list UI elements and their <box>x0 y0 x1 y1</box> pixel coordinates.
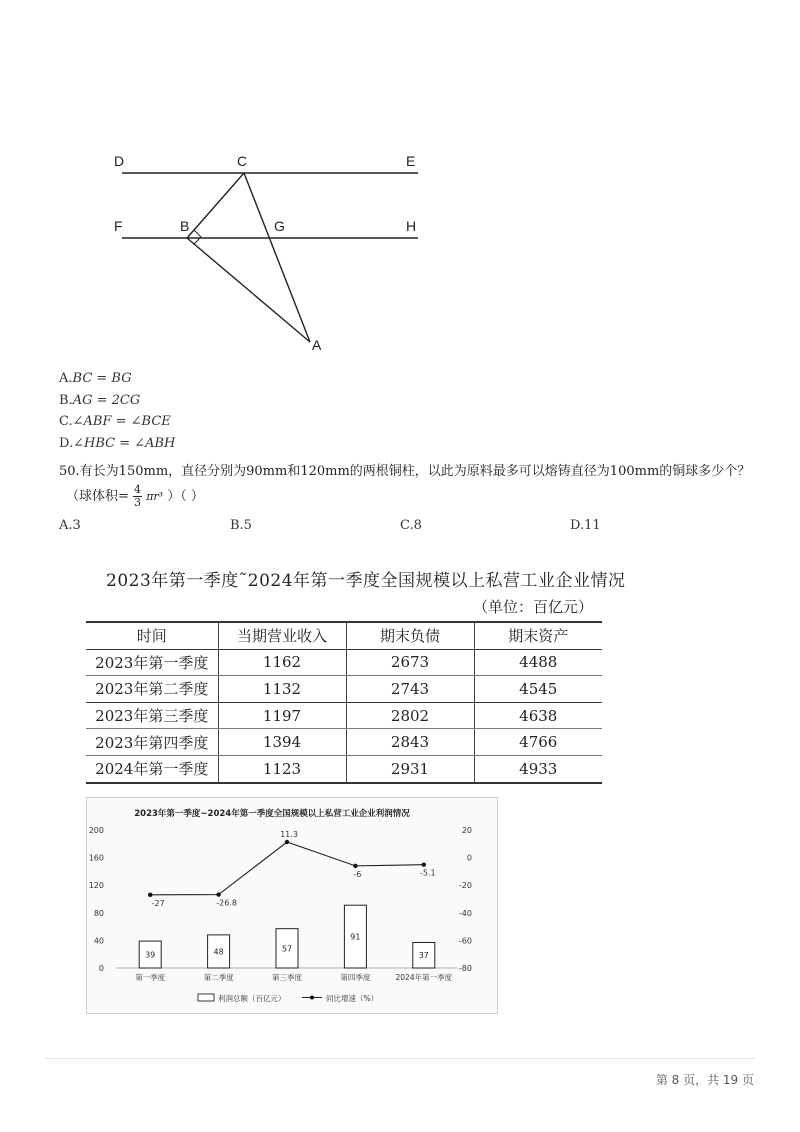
choice-c: C.8 <box>400 518 422 533</box>
y-right-tick-label: -60 <box>458 936 472 946</box>
bar-value-label: 48 <box>213 947 224 957</box>
legend-line-label: 同比增速（%） <box>326 994 379 1003</box>
bar-value-label: 57 <box>281 944 293 954</box>
bar-value-label: 37 <box>418 951 429 961</box>
table-cell: 2802 <box>346 702 474 729</box>
bar-value-label: 91 <box>350 932 361 942</box>
growth-point <box>422 862 426 866</box>
y-left-tick-label: 160 <box>88 853 104 863</box>
table-unit: （单位：百亿元） <box>473 598 594 616</box>
legend-bar-swatch <box>198 994 214 1001</box>
option-d: D.∠HBC = ∠ABH <box>59 436 176 451</box>
growth-point <box>353 864 357 868</box>
data-table <box>86 621 602 784</box>
legend-bar-label: 利润总额（百亿元） <box>218 994 286 1003</box>
segment-BA <box>187 238 310 342</box>
header-liabilities: 期末负债 <box>346 622 474 649</box>
x-tick-label: 第三季度 <box>272 973 302 982</box>
y-left-tick-label: 200 <box>88 826 104 835</box>
table-row <box>86 702 602 729</box>
y-right-tick-label: -80 <box>458 964 472 973</box>
legend-line-marker <box>310 996 314 1000</box>
table-cell: 2673 <box>346 649 474 676</box>
label-E: E <box>406 153 416 169</box>
table-cell: 2843 <box>346 729 474 756</box>
table-title: 2023年第一季度˜2024年第一季度全国规模以上私营工业企业情况 <box>106 571 626 591</box>
choice-d: D.11 <box>570 518 601 533</box>
table-cell: 4488 <box>474 649 602 676</box>
question-50-text: 50.有长为150mm，直径分别为90mm和120mm的两根铜柱，以此为原料最多可以熔铸直径为100mm的铜球多少个？ <box>59 464 751 479</box>
x-tick-label: 2024年第一季度 <box>395 973 453 982</box>
growth-point <box>148 893 152 897</box>
right-angle-mark <box>194 230 201 244</box>
table-cell: 1132 <box>218 676 346 703</box>
table-header-row <box>86 622 602 649</box>
y-right-tick-label: -20 <box>458 881 472 891</box>
table-cell: 4545 <box>474 676 602 703</box>
option-b: B.AG = 2CG <box>59 393 141 408</box>
table-cell: 1162 <box>218 649 346 676</box>
growth-line <box>150 842 424 895</box>
option-a: A.BC = BG <box>59 371 132 386</box>
question-50-formula: （球体积= $\frac{4}{3}$ πr³ ）（ ） <box>66 483 204 509</box>
table-cell: 2023年第一季度 <box>86 649 218 676</box>
y-right-tick-label: 20 <box>461 826 472 835</box>
x-tick-label: 第一季度 <box>135 973 166 982</box>
geometry-figure <box>100 145 440 360</box>
y-left-tick-label: 80 <box>93 908 104 918</box>
y-left-tick-label: 40 <box>93 936 104 946</box>
growth-value-label: 11.3 <box>280 830 298 840</box>
table-row <box>86 729 602 756</box>
footer-divider <box>44 1058 756 1059</box>
growth-value-label: -5.1 <box>419 868 436 878</box>
table-cell: 2931 <box>346 755 474 782</box>
chart-title: 2023年第一季度~2024年第一季度全国规模以上私营工业企业利润情况 <box>134 809 410 819</box>
y-left-tick-label: 120 <box>88 881 104 891</box>
table-cell: 2023年第三季度 <box>86 702 218 729</box>
table-cell: 2743 <box>346 676 474 703</box>
table-cell: 4933 <box>474 755 602 782</box>
header-time: 时间 <box>86 622 218 649</box>
label-C: C <box>237 153 248 169</box>
growth-point <box>285 840 289 844</box>
growth-point <box>216 892 220 896</box>
table-cell: 1394 <box>218 729 346 756</box>
label-G: G <box>274 218 285 234</box>
label-B: B <box>180 218 190 234</box>
label-A: A <box>312 337 322 353</box>
choice-a: A.3 <box>59 518 81 533</box>
table-cell: 2023年第二季度 <box>86 676 218 703</box>
table-cell: 2023年第四季度 <box>86 729 218 756</box>
y-right-tick-label: -40 <box>458 908 472 918</box>
table-row <box>86 649 602 676</box>
bar-value-label: 39 <box>145 950 156 960</box>
table-row <box>86 676 602 703</box>
growth-value-label: -6 <box>353 869 362 879</box>
table-cell: 2024年第一季度 <box>86 755 218 782</box>
table-cell: 4766 <box>474 729 602 756</box>
fraction-numerator: 4 <box>134 483 142 496</box>
option-c: C.∠ABF = ∠BCE <box>59 414 171 429</box>
fraction-denominator: 3 <box>134 496 142 509</box>
table-cell: 1123 <box>218 755 346 782</box>
growth-value-label: -27 <box>151 898 165 908</box>
table-row <box>86 755 602 782</box>
header-assets: 期末资产 <box>474 622 602 649</box>
profit-chart <box>86 797 498 1014</box>
y-right-tick-label: 0 <box>466 853 472 863</box>
table-cell: 1197 <box>218 702 346 729</box>
segment-CA <box>244 173 310 342</box>
label-F: F <box>114 218 123 234</box>
growth-value-label: -26.8 <box>216 898 237 908</box>
label-H: H <box>406 218 417 234</box>
x-tick-label: 第四季度 <box>340 973 371 982</box>
label-D: D <box>114 153 125 169</box>
y-left-tick-label: 0 <box>98 964 104 973</box>
page-footer: 第 8 页，共 19 页 <box>655 1073 754 1087</box>
x-tick-label: 第二季度 <box>203 973 234 982</box>
table-cell: 4638 <box>474 702 602 729</box>
header-revenue: 当期营业收入 <box>218 622 346 649</box>
segment-BC <box>187 173 244 238</box>
choice-b: B.5 <box>230 518 252 533</box>
